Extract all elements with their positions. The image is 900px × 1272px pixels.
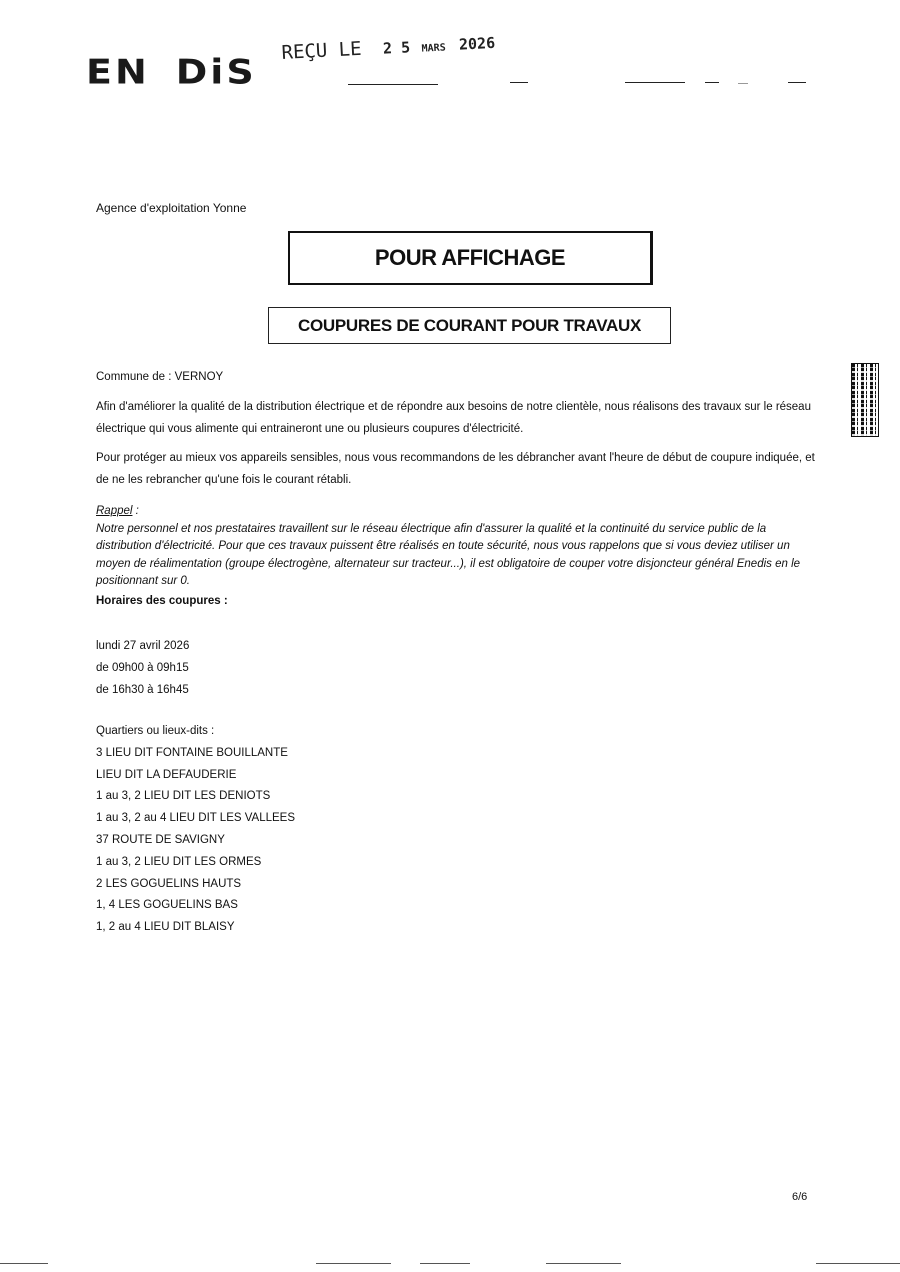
scan-line — [316, 1263, 391, 1264]
logo-left: EN — [86, 52, 150, 92]
location-item: 1 au 3, 2 au 4 LIEU DIT LES VALLEES — [96, 812, 296, 825]
stamp-line — [348, 84, 438, 85]
page-number: 6/6 — [792, 1191, 808, 1203]
title-box: POUR AFFICHAGE — [288, 231, 653, 285]
rappel-label-suffix: : — [132, 505, 139, 517]
scan-line — [420, 1263, 470, 1264]
locations-title: Quartiers ou lieux-dits : — [96, 725, 215, 737]
location-item: LIEU DIT LA DEFAUDERIE — [96, 768, 237, 781]
intro-paragraph: Afin d'améliorer la qualité de la distribution électrique et de répondre aux besoins de notre clientèle, nous réalisons des travaux sur le réseau électrique qui vous alimente qui entraineront une ou plusieurs coupures d'électricité. — [96, 401, 811, 435]
rappel-block — [96, 503, 816, 591]
stamp-day: 2 5 — [382, 38, 411, 58]
schedule-title: Horaires des coupures : — [96, 595, 228, 607]
stamp-year: 2026 — [458, 33, 496, 54]
advice-paragraph: Pour protéger au mieux vos appareils sensibles, nous vous recommandons de les débrancher avant l'heure de début de coupure indiquée, et de ne les rebrancher qu'une fois le courant rétabli. — [96, 452, 815, 486]
schedule-date: lundi 27 avril 2026 — [96, 640, 190, 652]
location-item: 1, 4 LES GOGUELINS BAS — [96, 899, 238, 912]
stamp-line — [738, 83, 748, 84]
datamatrix-code — [852, 364, 878, 436]
rappel-text: Notre personnel et nos prestataires travaillent sur le réseau électrique afin d'assurer la qualité et la continuité du service public de la distribution d'électricité. Pour que ces travaux puissent être réalisés en toute sécurité, nous vous rappelons que si vous deviez utiliser un moyen de réalimentation (groupe électrogène, alternateur sur tracteur...), il est obligatoire de couper votre disjoncteur général Enedis en le positionnant sur 0. — [96, 522, 801, 587]
scan-line — [816, 1263, 900, 1264]
received-stamp — [281, 31, 496, 64]
location-item: 3 LIEU DIT FONTAINE BOUILLANTE — [96, 746, 288, 759]
schedule-slot: de 16h30 à 16h45 — [96, 684, 189, 696]
stamp-label: REÇU LE — [281, 37, 363, 64]
stamp-line — [510, 82, 528, 83]
commune-line: Commune de : VERNOY — [96, 371, 224, 383]
locations-list — [96, 721, 295, 939]
scan-line — [0, 1263, 48, 1264]
scan-line — [546, 1263, 621, 1264]
enedis-logo — [86, 52, 257, 92]
subtitle-box: COUPURES DE COURANT POUR TRAVAUX — [268, 307, 671, 344]
stamp-line — [788, 82, 806, 83]
location-item: 1 au 3, 2 LIEU DIT LES ORMES — [96, 855, 262, 868]
location-item: 37 ROUTE DE SAVIGNY — [96, 833, 225, 846]
schedule-list — [96, 635, 189, 701]
location-item: 1, 2 au 4 LIEU DIT BLAISY — [96, 921, 235, 934]
logo-right: DiS — [175, 52, 257, 92]
rappel-label: Rappel — [96, 505, 133, 517]
stamp-month: MARS — [421, 42, 446, 55]
schedule-slot: de 09h00 à 09h15 — [96, 662, 189, 674]
stamp-line — [625, 82, 685, 83]
location-item: 2 LES GOGUELINS HAUTS — [96, 877, 242, 890]
location-item: 1 au 3, 2 LIEU DIT LES DENIOTS — [96, 790, 271, 803]
agency-name: Agence d'exploitation Yonne — [96, 201, 247, 215]
stamp-line — [705, 82, 719, 83]
